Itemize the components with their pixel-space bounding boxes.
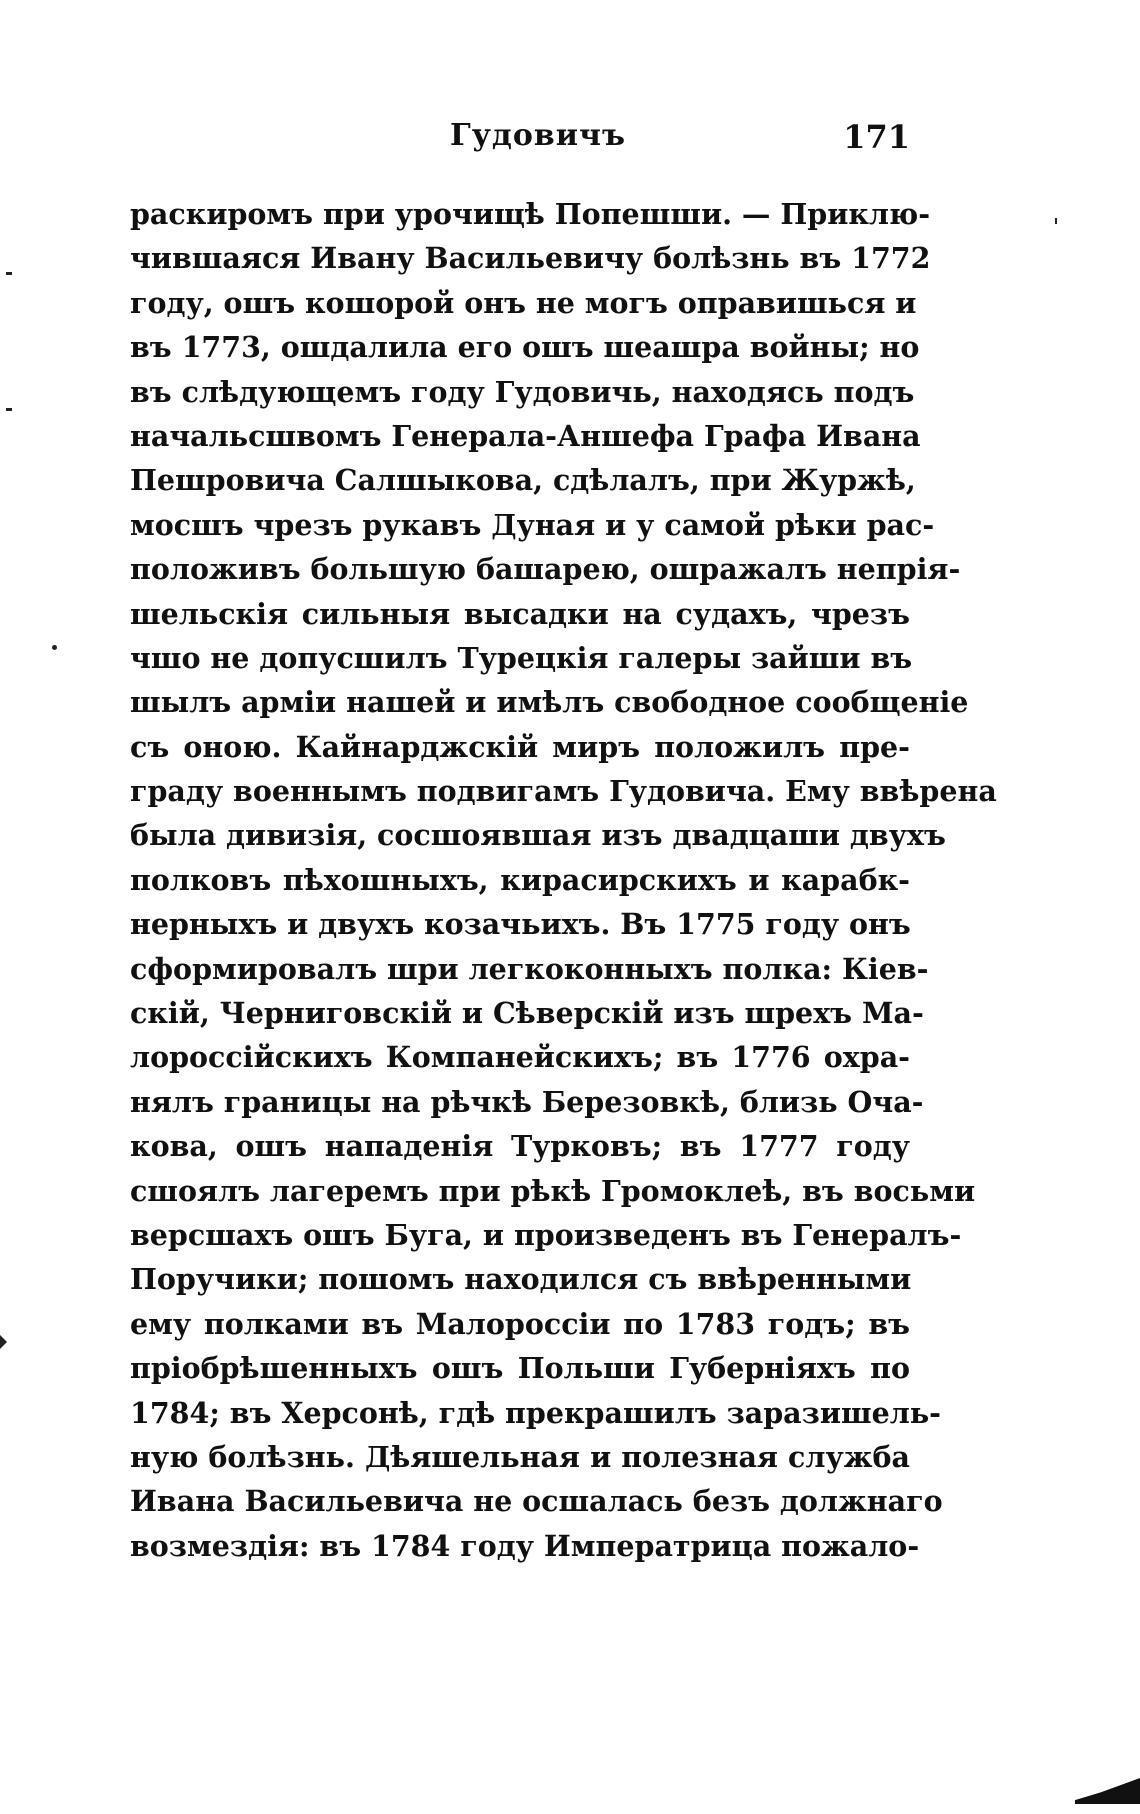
scan-corner-mark [1075,1778,1140,1804]
text-line: шылъ арміи нашей и имѣлъ свободное сообщеніе [130,685,969,720]
margin-mark [6,408,12,411]
page-header [130,118,910,168]
text-line: нялъ границы на рѣчкѣ Березовкѣ, близь Оча- [130,1084,924,1119]
text-line: кова, ошъ нападенія Турковъ; въ 1777 году [130,1129,910,1164]
text-line: пріобрѣшенныхъ ошъ Польши Губерніяхъ по [130,1351,910,1386]
text-line: раскиромъ при урочищѣ Попешши. — Приклю- [130,197,931,231]
text-line: полковъ пѣхошныхъ, кирасирскихъ и карабк- [130,862,910,897]
text-line: положивъ большую башарею, ошражалъ непрія- [130,552,961,587]
margin-mark [1055,218,1057,224]
text-line: нерныхъ и двухъ козачьихъ. Въ 1775 году онъ [130,907,911,942]
text-line: скій, Черниговскій и Сѣверскій изъ шрехъ Ма- [130,996,924,1031]
text-line: шельскія сильныя высадки на судахъ, чрезъ [130,596,910,631]
text-line: была дивизія, сосшоявшая изъ двадцаши двухъ [130,818,946,853]
text-line: возмездія: въ 1784 году Императрица пожало- [130,1528,920,1563]
text-line: году, ошъ кошорой онъ не могъ оправишься и [130,285,917,320]
text-line: чшо не допусшилъ Турецкія галеры зайши въ [130,640,913,675]
body-text [130,192,997,1568]
page-number: 171 [843,118,910,156]
text-line: версшахъ ошъ Буга, и произведенъ въ Генералъ- [130,1217,962,1252]
text-line: начальсшвомъ Генерала-Аншефа Графа Ивана [130,418,921,453]
text-line: мосшъ чрезъ рукавъ Дуная и у самой рѣки рас- [130,507,935,542]
text-line: сшоялъ лагеремъ при рѣкѣ Громоклеѣ, въ восьми [130,1173,976,1208]
text-line: Поручики; пошомъ находился съ ввѣренными [130,1262,912,1297]
margin-mark [52,645,57,650]
margin-mark [0,1335,7,1349]
text-line: съ оною. Кайнарджскій миръ положилъ пре- [130,729,910,764]
text-line: въ слѣдующемъ году Гудовичь, находясь подъ [130,374,915,409]
text-line: чившаяся Ивану Васильевичу болѣзнь въ 1772 [130,241,931,276]
text-line: Пешровича Салшыкова, сдѣлалъ, при Журжѣ, [130,463,916,498]
text-line: ную болѣзнь. Дѣяшельная и полезная служба [130,1439,910,1474]
text-line: 1784; въ Херсонѣ, гдѣ прекрашилъ заразишель- [130,1395,941,1430]
text-line: Ивана Васильевича не осшалась безъ должнаго [130,1484,943,1519]
text-line: сформировалъ шри легкоконныхъ полка: Кіев- [130,951,929,986]
margin-mark [6,272,12,275]
text-line: лороссійскихъ Компанейскихъ; въ 1776 охра- [130,1040,910,1075]
text-line: граду военнымъ подвигамъ Гудовича. Ему ввѣрена [130,774,997,809]
text-line: въ 1773, ошдалила его ошъ шеашра войны; но [130,330,920,365]
running-head: Гудовичъ [450,118,626,153]
text-line: ему полками въ Малороссіи по 1783 годъ; въ [130,1306,910,1341]
